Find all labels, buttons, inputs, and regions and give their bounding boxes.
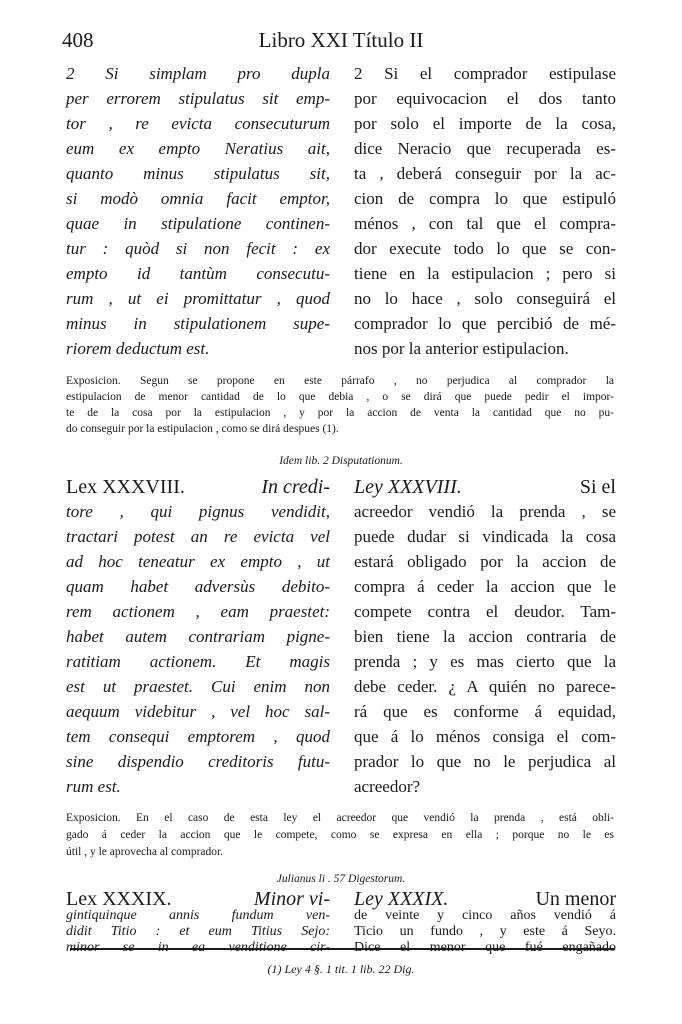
latin-line: gintiquinque annis fundum ven- xyxy=(66,908,330,923)
spanish-head-line xyxy=(354,476,616,499)
spanish-line: Si el xyxy=(579,476,616,498)
latin-line: tem consequi emptorem , quod xyxy=(66,727,330,746)
spanish-line: 2 Si el comprador estipulase xyxy=(354,64,616,83)
ley-heading: Ley XXXVIII. xyxy=(354,476,462,498)
ley-heading: Ley XXXIX. xyxy=(354,888,449,910)
spanish-line: ta , deberá conseguir por la ac- xyxy=(354,164,616,183)
latin-line: rem actionem , eam praestet: xyxy=(66,602,330,621)
latin-line: eum ex empto Neratius ait, xyxy=(66,139,330,158)
exposition-line: útil , y le aprovecha al comprador. xyxy=(66,846,224,858)
spanish-line: rá que es conforme á equidad, xyxy=(354,702,616,721)
spanish-line: que á lo ménos consiga el com- xyxy=(354,727,616,746)
exposition-line: Exposicion. En el caso de esta ley el acreedor que vendió la prenda , está obli- xyxy=(66,812,614,824)
latin-line: quae in stipulatione continen- xyxy=(66,214,330,233)
spanish-line: por equivocacion el dos tanto xyxy=(354,89,616,108)
latin-line: minus in stipulationem supe- xyxy=(66,314,330,333)
latin-line: tur : quòd si non fecit : ex xyxy=(66,239,330,258)
latin-line: si modò omnia facit emptor, xyxy=(66,189,330,208)
exposition-line: estipulacion de menor cantidad de lo que debia , o se dirá que puede pedir el impor- xyxy=(66,391,614,403)
lex-heading: Lex XXXVIII. xyxy=(66,476,185,498)
exposition-line: gado á ceder la accion que le compete, como se expresa en ella ; porque no le es xyxy=(66,829,614,841)
latin-line: didit Titio : et eum Titius Sejo: xyxy=(66,924,330,939)
lex-39-source: Julianus li . 57 Digestorum. xyxy=(276,873,406,885)
footnote: (1) Ley 4 §. 1 tit. 1 lib. 22 Dig. xyxy=(267,962,415,976)
latin-line: quanto minus stipulatus sit, xyxy=(66,164,330,183)
spanish-line: tiene en la estipulacion ; pero si xyxy=(354,264,616,283)
spanish-line: estará obligado por la accion de xyxy=(354,552,616,571)
latin-line: ad hoc teneatur ex empto , ut xyxy=(66,552,330,571)
latin-line: tractari potest an re evicta vel xyxy=(66,527,330,546)
spanish-line: cion de compra lo que estipuló xyxy=(354,189,616,208)
latin-line: ratitiam actionem. Et magis xyxy=(66,652,330,671)
latin-line: est ut praestet. Cui enim non xyxy=(66,677,330,696)
spanish-line: prenda ; y es mas cierto que la xyxy=(354,652,616,671)
latin-head-line xyxy=(66,476,330,499)
exposition-line: Exposicion. Segun se propone en este párrafo , no perjudica al comprador la xyxy=(66,375,614,387)
spanish-line: compra á ceder la accion que le xyxy=(354,577,616,596)
latin-line: habet autem contrariam pigne- xyxy=(66,627,330,646)
spanish-line: debe ceder. ¿ A quién no parece- xyxy=(354,677,616,696)
latin-line: rum , ut ei promittatur , quod xyxy=(66,289,330,308)
spanish-line: bien tiene la accion contraria de xyxy=(354,627,616,646)
spanish-line: de veinte y cinco años vendió á xyxy=(354,908,616,923)
spanish-line: no lo hace , solo conseguirá el xyxy=(354,289,616,308)
latin-line: rum est. xyxy=(66,777,121,796)
latin-line: quam habet adversùs debito- xyxy=(66,577,330,596)
spanish-line: compete contra el deudor. Tam- xyxy=(354,602,616,621)
latin-line: per errorem stipulatus sit emp- xyxy=(66,89,330,108)
spanish-line: prador lo que no le perjudica al xyxy=(354,752,616,771)
latin-line: riorem deductum est. xyxy=(66,339,210,358)
latin-line: 2 Si simplam pro dupla xyxy=(66,64,330,83)
latin-line: aequum videbitur , vel hoc sal- xyxy=(66,702,330,721)
spanish-line: dor execute todo lo que se con- xyxy=(354,239,616,258)
spanish-line: Un menor xyxy=(535,888,616,910)
latin-line: Minor vi- xyxy=(253,888,330,910)
spanish-line: nos por la anterior estipulacion. xyxy=(354,339,569,358)
page-header xyxy=(62,28,620,54)
latin-line: In credi- xyxy=(261,476,330,498)
latin-line: tore , qui pignus vendidit, xyxy=(66,502,330,521)
lex-38-source: Idem lib. 2 Disputationum. xyxy=(279,455,403,467)
spanish-line: ménos , con tal que el compra- xyxy=(354,214,616,233)
spanish-line: Ticio un fundo , y este á Seyo. xyxy=(354,924,616,939)
page-number: 408 xyxy=(62,28,94,52)
latin-line: minor se in ea venditione cir- xyxy=(66,940,330,955)
spanish-line: dice Neracio que recuperada es- xyxy=(354,139,616,158)
spanish-line: por solo el importe de la cosa, xyxy=(354,114,616,133)
running-title: Libro XXI Título II xyxy=(258,28,424,52)
latin-line: empto id tantùm consecutu- xyxy=(66,264,330,283)
spanish-line: comprador lo que percibió de mé- xyxy=(354,314,616,333)
spanish-line: acreedor? xyxy=(354,777,421,796)
latin-line: tor , re evicta consecuturum xyxy=(66,114,330,133)
lex-heading: Lex XXXIX. xyxy=(66,888,172,910)
spanish-line: puede dudar si vindicada la cosa xyxy=(354,527,616,546)
latin-line: sine dispendio creditoris futu- xyxy=(66,752,330,771)
exposition-line: do conseguir por la estipulacion , como se dirá despues (1). xyxy=(66,423,339,435)
spanish-line: Dice el menor que fué engañado xyxy=(354,940,616,955)
spanish-line: acreedor vendió la prenda , se xyxy=(354,502,616,521)
exposition-line: te de la cosa por la estipulacion , y por la accion de venta la cantidad que no pu- xyxy=(66,407,614,419)
